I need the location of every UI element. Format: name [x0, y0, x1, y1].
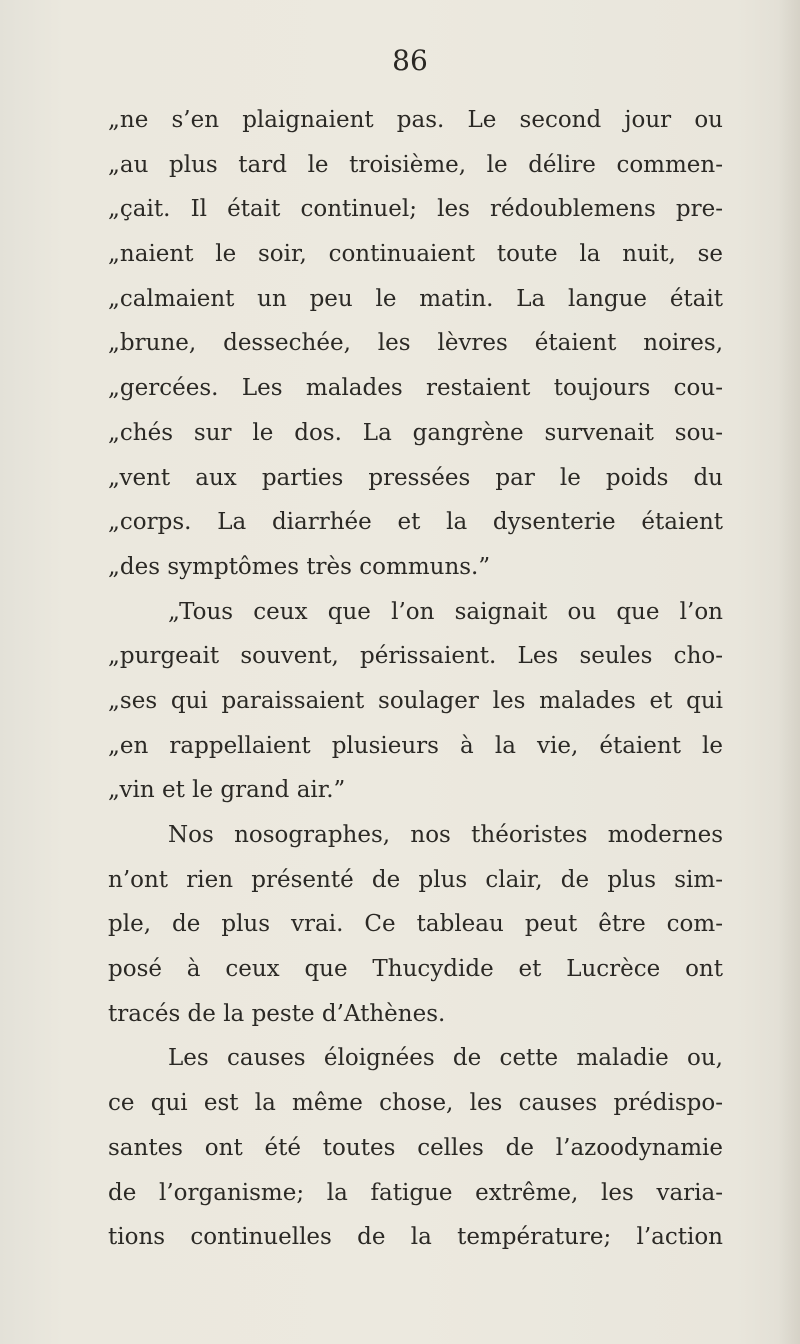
text-line: santes ont été toutes celles de l’azoodynamie — [108, 1134, 723, 1161]
text-line: tracés de la peste d’Athènes. — [108, 1000, 446, 1027]
text-line: ple, de plus vrai. Ce tableau peut être com- — [108, 911, 723, 938]
text-line: „au plus tard le troisième, le délire commen- — [108, 151, 723, 178]
text-line: „gercées. Les malades restaient toujours cou- — [108, 375, 723, 402]
text-line: „Tous ceux que l’on saignait ou que l’on — [168, 598, 723, 625]
text-line: „vent aux parties pressées par le poids du — [108, 464, 723, 491]
text-line: „vin et le grand air.” — [108, 777, 346, 804]
text-line: tions continuelles de la température; l’action — [108, 1224, 723, 1251]
text-line: „calmaient un peu le matin. La langue était — [108, 285, 723, 312]
text-line: posé à ceux que Thucydide et Lucrèce ont — [108, 956, 723, 983]
page-number: 86 — [392, 44, 428, 77]
body-text — [108, 98, 723, 1260]
text-line: „ses qui paraissaient soulager les malades et qui — [108, 687, 723, 714]
text-line: „chés sur le dos. La gangrène survenait sou- — [108, 419, 723, 446]
text-line: n’ont rien présenté de plus clair, de plus sim- — [108, 866, 723, 893]
text-line: Les causes éloignées de cette maladie ou, — [168, 1045, 723, 1072]
text-line: „ne s’en plaignaient pas. Le second jour ou — [108, 107, 723, 133]
text-line: „brune, dessechée, les lèvres étaient noires, — [108, 330, 723, 357]
text-line: „en rappellaient plusieurs à la vie, étaient le — [108, 732, 723, 759]
text-line: „purgeait souvent, périssaient. Les seules cho- — [108, 643, 723, 670]
text-line: „naient le soir, continuaient toute la nuit, se — [108, 241, 723, 268]
text-line: ce qui est la même chose, les causes prédispo- — [108, 1090, 723, 1117]
text-line: „corps. La diarrhée et la dysenterie étaient — [108, 509, 723, 536]
text-line: „des symptômes très communs.” — [108, 553, 491, 580]
page-edge-shadow — [778, 0, 800, 1344]
text-line: de l’organisme; la fatigue extrême, les varia- — [108, 1179, 723, 1206]
text-line: Nos nosographes, nos théoristes modernes — [168, 822, 723, 848]
text-line: „çait. Il était continuel; les rédoublemens pre- — [108, 196, 723, 223]
